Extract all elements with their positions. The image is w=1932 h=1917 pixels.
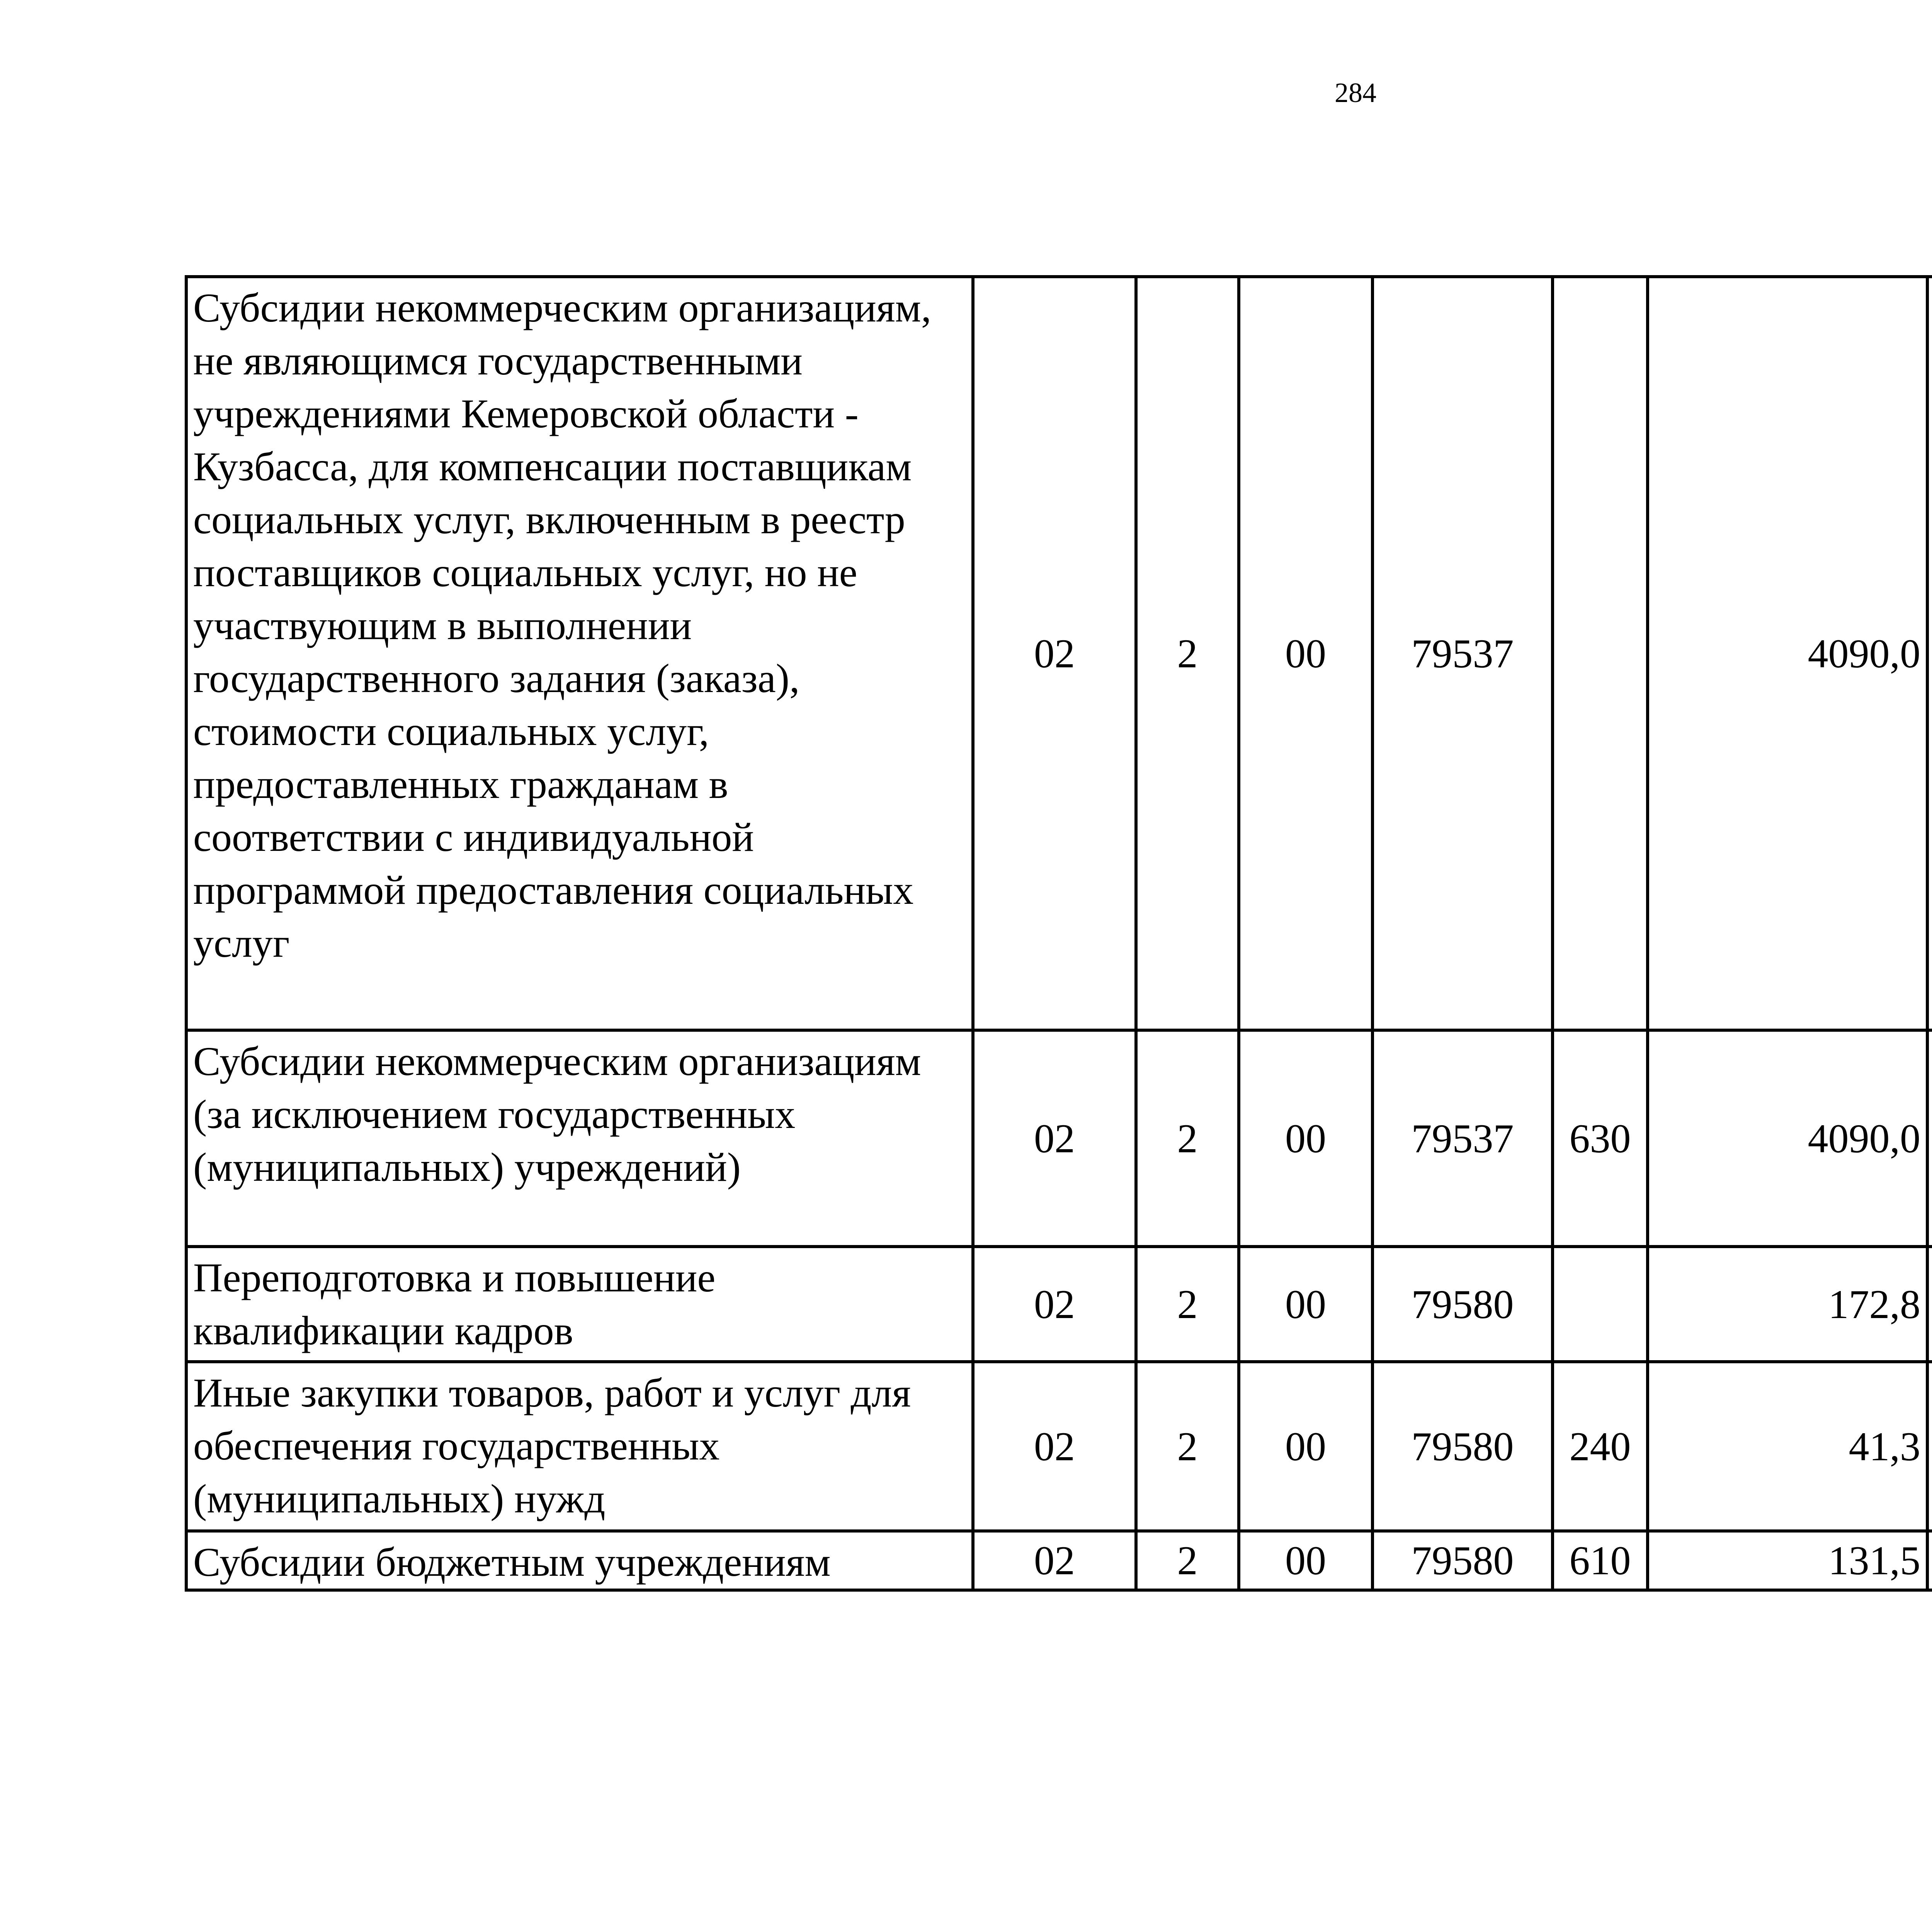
table-row [186,1247,1932,1362]
amount-year-1: 172,8 [1648,1247,1927,1362]
program-code: 02 [973,277,1136,1030]
subprogram-code: 2 [1136,277,1239,1030]
amount-year-1: 4090,0 [1648,1030,1927,1247]
direction-code: 79580 [1372,1531,1553,1590]
table-row [186,1531,1932,1590]
expense-type-code: 610 [1553,1531,1648,1590]
direction-code: 79580 [1372,1247,1553,1362]
event-code: 00 [1239,1030,1372,1247]
subprogram-code: 2 [1136,1362,1239,1531]
table-row [186,1362,1932,1531]
program-code: 02 [973,1030,1136,1247]
row-description: Субсидии некоммерческим организациям (за исключением государственных (муниципальных) учреждений) [186,1030,973,1247]
expense-type-code: 630 [1553,1030,1648,1247]
direction-code: 79537 [1372,1030,1553,1247]
row-description: Переподготовка и повышение квалификации кадров [186,1247,973,1362]
event-code: 00 [1239,1362,1372,1531]
program-code: 02 [973,1362,1136,1531]
amount-year-1: 41,3 [1648,1362,1927,1531]
row-description: Иные закупки товаров, работ и услуг для обеспечения государственных (муниципальных) нужд [186,1362,973,1531]
event-code: 00 [1239,1531,1372,1590]
direction-code: 79580 [1372,1362,1553,1531]
table-row [186,1030,1932,1247]
amount-year-2 [1927,1362,1932,1531]
expense-type-code [1553,1247,1648,1362]
expense-type-code: 240 [1553,1362,1648,1531]
row-description: Субсидии некоммерческим организациям, не являющимся государственными учреждениями Кемеровской области - Кузбасса, для компенсации поставщикам социальных услуг, включенным в реестр поставщиков социальных услуг, но не участвующим в выполнении государственного задания (заказа), стоимости социальных услуг, предоставленных гражданам в соответствии с индивидуальной программой предоставления социальных услуг [186,277,973,1030]
amount-year-2 [1927,1247,1932,1362]
program-code: 02 [973,1247,1136,1362]
program-code: 02 [973,1531,1136,1590]
subprogram-code: 2 [1136,1247,1239,1362]
page-number: 284 [1335,77,1376,108]
amount-year-2 [1927,1030,1932,1247]
amount-year-2 [1927,1531,1932,1590]
amount-year-2 [1927,277,1932,1030]
expense-type-code [1553,277,1648,1030]
event-code: 00 [1239,1247,1372,1362]
budget-table [185,275,1932,1592]
subprogram-code: 2 [1136,1030,1239,1247]
direction-code: 79537 [1372,277,1553,1030]
subprogram-code: 2 [1136,1531,1239,1590]
row-description: Субсидии бюджетным учреждениям [186,1531,973,1590]
table-row [186,277,1932,1030]
event-code: 00 [1239,277,1372,1030]
amount-year-1: 131,5 [1648,1531,1927,1590]
amount-year-1: 4090,0 [1648,277,1927,1030]
